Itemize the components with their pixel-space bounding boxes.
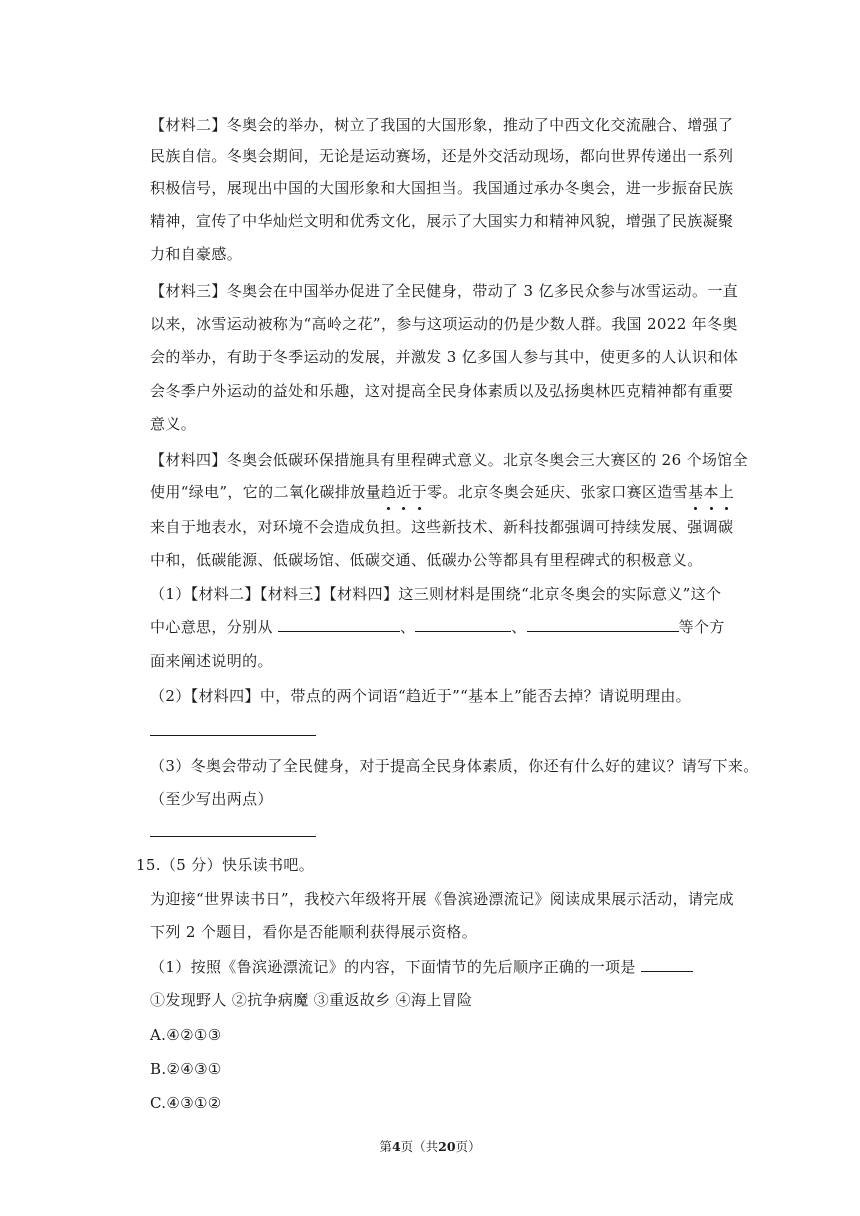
answer-line-q3[interactable] — [150, 836, 316, 837]
text-segment: 零。北京冬奥会延庆、张家口赛区造雪 — [427, 483, 688, 501]
answer-line-q2[interactable] — [150, 735, 316, 736]
emphasis-dot-char: 基 — [688, 480, 703, 504]
option-c[interactable]: C.④③①② — [150, 1094, 222, 1112]
emphasis-dot-char: 近 — [396, 480, 411, 504]
text-segment: 使用“绿电”，它的二氧化碳排放量 — [150, 483, 381, 501]
emphasis-dot-char: 上 — [719, 480, 734, 504]
question-15-events: ①发现野人 ②抗争病魔 ③重返故乡 ④海上冒险 — [150, 991, 473, 1009]
question-1-line: （1）【材料二】【材料三】【材料四】这三则材料是围绕“北京冬奥会的实际意义”这个 — [150, 585, 722, 603]
question-1-line: 面来阐述说明的。 — [150, 652, 273, 670]
emphasis-dot-char: 于 — [412, 480, 427, 504]
footer-text: 页） — [455, 1139, 481, 1154]
answer-blank-2[interactable] — [415, 615, 511, 632]
footer-text: 第 — [379, 1139, 392, 1154]
answer-blank-1[interactable] — [278, 615, 400, 632]
emphasis-dot-char: 趋 — [381, 480, 396, 504]
material-4-line-dotted — [150, 480, 740, 504]
text-segment: 中心意思，分别从 — [150, 618, 273, 636]
question-3-line: （3）冬奥会带动了全民健身，对于提高全民身体素质，你还有什么好的建议？请写下来。 — [150, 757, 759, 775]
page-number: 4 — [391, 1139, 401, 1154]
question-15-title: 15.（5 分）快乐读书吧。 — [136, 856, 315, 874]
material-4-line: 来自于地表水，对环境不会造成负担。这些新技术、新科技都强调可持续发展、强调碳 — [150, 518, 734, 536]
text-segment: 、 — [511, 618, 527, 636]
option-b[interactable]: B.②④③① — [150, 1060, 222, 1078]
material-3-line: 以来，冰雪运动被称为“高岭之花”，参与这项运动的仍是少数人群。我国 2022 年冬奥 — [150, 315, 738, 333]
material-4-line: 中和，低碳能源、低碳场馆、低碳交通、低碳办公等都具有里程碑式的积极意义。 — [150, 551, 703, 569]
material-2-line: 民族自信。冬奥会期间，无论是运动赛场，还是外交活动现场，都向世界传递出一系列 — [150, 147, 734, 165]
material-2-line: 【材料二】冬奥会的举办，树立了我国的大国形象，推动了中西文化交流融合、增强了 — [150, 116, 734, 134]
total-pages: 20 — [438, 1139, 456, 1154]
question-15-intro: 下列 2 个题目，看你是否能顺利获得展示资格。 — [150, 923, 478, 941]
text-segment: 等个方 — [678, 618, 725, 636]
option-a[interactable]: A.④②①③ — [150, 1026, 222, 1044]
question-3-line: （至少写出两点） — [150, 790, 273, 808]
material-2-line: 力和自豪感。 — [150, 245, 243, 263]
page-footer — [0, 1138, 860, 1156]
answer-blank-order[interactable] — [641, 955, 693, 972]
emphasis-dot-char: 本 — [703, 480, 718, 504]
question-15-intro: 为迎接“世界读书日”，我校六年级将开展《鲁滨逊漂流记》阅读成果展示活动，请完成 — [150, 890, 734, 908]
answer-blank-3[interactable] — [527, 615, 679, 632]
text-segment: 、 — [399, 618, 416, 636]
material-3-line: 【材料三】冬奥会在中国举办促进了全民健身，带动了 3 亿多民众参与冰雪运动。一直 — [150, 282, 739, 300]
question-2-line: （2）【材料四】中，带点的两个词语“趋近于”“基本上”能否去掉？请说明理由。 — [150, 687, 692, 705]
material-3-line: 意义。 — [150, 415, 197, 433]
text-segment: （1）按照《鲁滨逊漂流记》的内容，下面情节的先后顺序正确的一项是 — [150, 958, 636, 976]
question-1-line-blanks — [150, 615, 740, 639]
material-4-line: 【材料四】冬奥会低碳环保措施具有里程碑式意义。北京冬奥会三大赛区的 26 个场馆全 — [150, 451, 748, 469]
question-15-sub1 — [150, 955, 740, 979]
footer-text: 页（共 — [400, 1139, 439, 1154]
material-2-line: 积极信号，展现出中国的大国形象和大国担当。我国通过承办冬奥会，进一步振奋民族 — [150, 179, 734, 197]
material-3-line: 会冬季户外运动的益处和乐趣，这对提高全民身体素质以及弘扬奥林匹克精神都有重要 — [150, 382, 734, 400]
material-3-line: 会的举办，有助于冬季运动的发展，并激发 3 亿多国人参与其中，使更多的人认识和体 — [150, 348, 739, 366]
material-2-line: 精神，宣传了中华灿烂文明和优秀文化，展示了大国实力和精神风貌，增强了民族凝聚 — [150, 212, 734, 230]
